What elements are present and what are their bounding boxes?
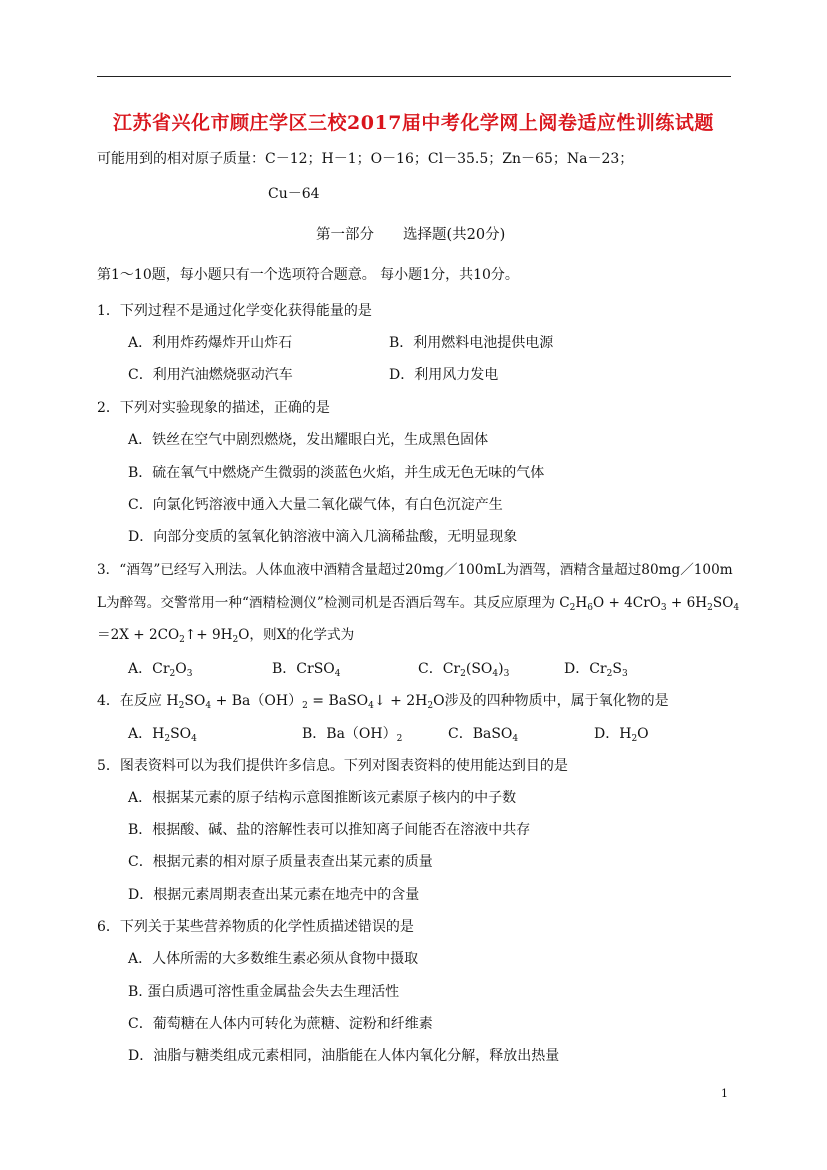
header-rule	[97, 76, 731, 77]
q5-option-d: D．根据元素周期表查出某元素在地壳中的含量	[128, 887, 420, 903]
q2-option-c: C．向氯化钙溶液中通入大量二氧化碳气体，有白色沉淀产生	[128, 497, 503, 513]
section-instructions: 第1～10题，每小题只有一个选项符合题意。 每小题1分，共10分。	[97, 267, 519, 283]
q1-stem: 1．下列过程不是通过化学变化获得能量的是	[97, 303, 372, 319]
atomic-masses-line2: Cu－64	[268, 186, 320, 202]
q3-option-c: C．$Cr_2(SO_4)_3$	[418, 661, 510, 679]
atomic-masses-line1: 可能用到的相对原子质量：C－12；H－1；O－16；Cl－35.5；Zn－65；Na－23；	[97, 151, 634, 167]
q5-stem: 5．图表资料可以为我们提供许多信息。下列对图表资料的使用能达到目的是	[97, 758, 568, 774]
q4-stem: 4．在反应 $H_2SO_4 + Ba(OH)_2$ = BaSO$_4$↓ + $2H_2O$涉及的四种物质中，属于氧化物的是	[97, 693, 669, 711]
q3-option-a: A．$Cr_2O_3$	[128, 661, 193, 679]
q6-option-b: B. 蛋白质遇可溶性重金属盐会失去生理活性	[128, 984, 400, 1000]
q6-option-a: A．人体所需的大多数维生素必须从食物中摄取	[128, 951, 419, 967]
q6-option-d: D．油脂与糖类组成元素相同，油脂能在人体内氧化分解，释放出热量	[128, 1048, 560, 1064]
q1-option-c: C．利用汽油燃烧驱动汽车	[128, 367, 293, 383]
q3-stem-line1: 3．“酒驾”已经写入刑法。人体血液中酒精含量超过20mg／100mL为酒驾，酒精含量超过80mg／100m	[97, 562, 733, 578]
section-heading: 第一部分 选择题(共20分)	[316, 227, 506, 243]
q5-option-a: A．根据某元素的原子结构示意图推断该元素原子核内的中子数	[128, 790, 517, 806]
q2-option-b: B．硫在氧气中燃烧产生微弱的淡蓝色火焰，并生成无色无味的气体	[128, 465, 545, 481]
q1-option-d: D．利用风力发电	[389, 367, 499, 383]
q6-option-c: C．葡萄糖在人体内可转化为蔗糖、淀粉和纤维素	[128, 1016, 433, 1032]
exam-title: 江苏省兴化市顾庄学区三校2017届中考化学网上阅卷适应性训练试题	[113, 112, 714, 134]
q3-stem-line3: $=2X + 2CO_2↑+ 9H_2O$，则X的化学式为	[97, 627, 355, 645]
q3-option-b: B．CrSO$_4$	[272, 661, 341, 679]
q2-option-d: D．向部分变质的氢氧化钠溶液中滴入几滴稀盐酸，无明显现象	[128, 529, 518, 545]
q2-option-a: A．铁丝在空气中剧烈燃烧，发出耀眼白光，生成黑色固体	[128, 432, 489, 448]
page-number: 1	[721, 1087, 728, 1100]
q4-option-c: C．BaSO$_4$	[448, 726, 519, 744]
q2-stem: 2．下列对实验现象的描述，正确的是	[97, 400, 330, 416]
q1-option-a: A．利用炸药爆炸开山炸石	[128, 335, 293, 351]
q5-option-b: B．根据酸、碱、盐的溶解性表可以推知离子间能否在溶液中共存	[128, 822, 531, 838]
q1-option-b: B．利用燃料电池提供电源	[389, 335, 554, 351]
q5-option-c: C．根据元素的相对原子质量表查出某元素的质量	[128, 854, 433, 870]
q6-stem: 6．下列关于某些营养物质的化学性质描述错误的是	[97, 919, 414, 935]
q3-option-d: D．$Cr_2S_3$	[564, 661, 628, 679]
q4-option-d: D．$H_2O$	[594, 726, 649, 744]
q4-option-a: A．$H_2SO_4$	[128, 726, 197, 744]
q3-stem-line2: L为醉驾。交警常用一种“酒精检测仪”检测司机是否酒后驾车。其反应原理为 $C_2H_6O + 4CrO_3 + 6H_2SO_4$	[97, 595, 740, 613]
q4-option-b: B．$Ba(OH)_2$	[302, 726, 403, 744]
